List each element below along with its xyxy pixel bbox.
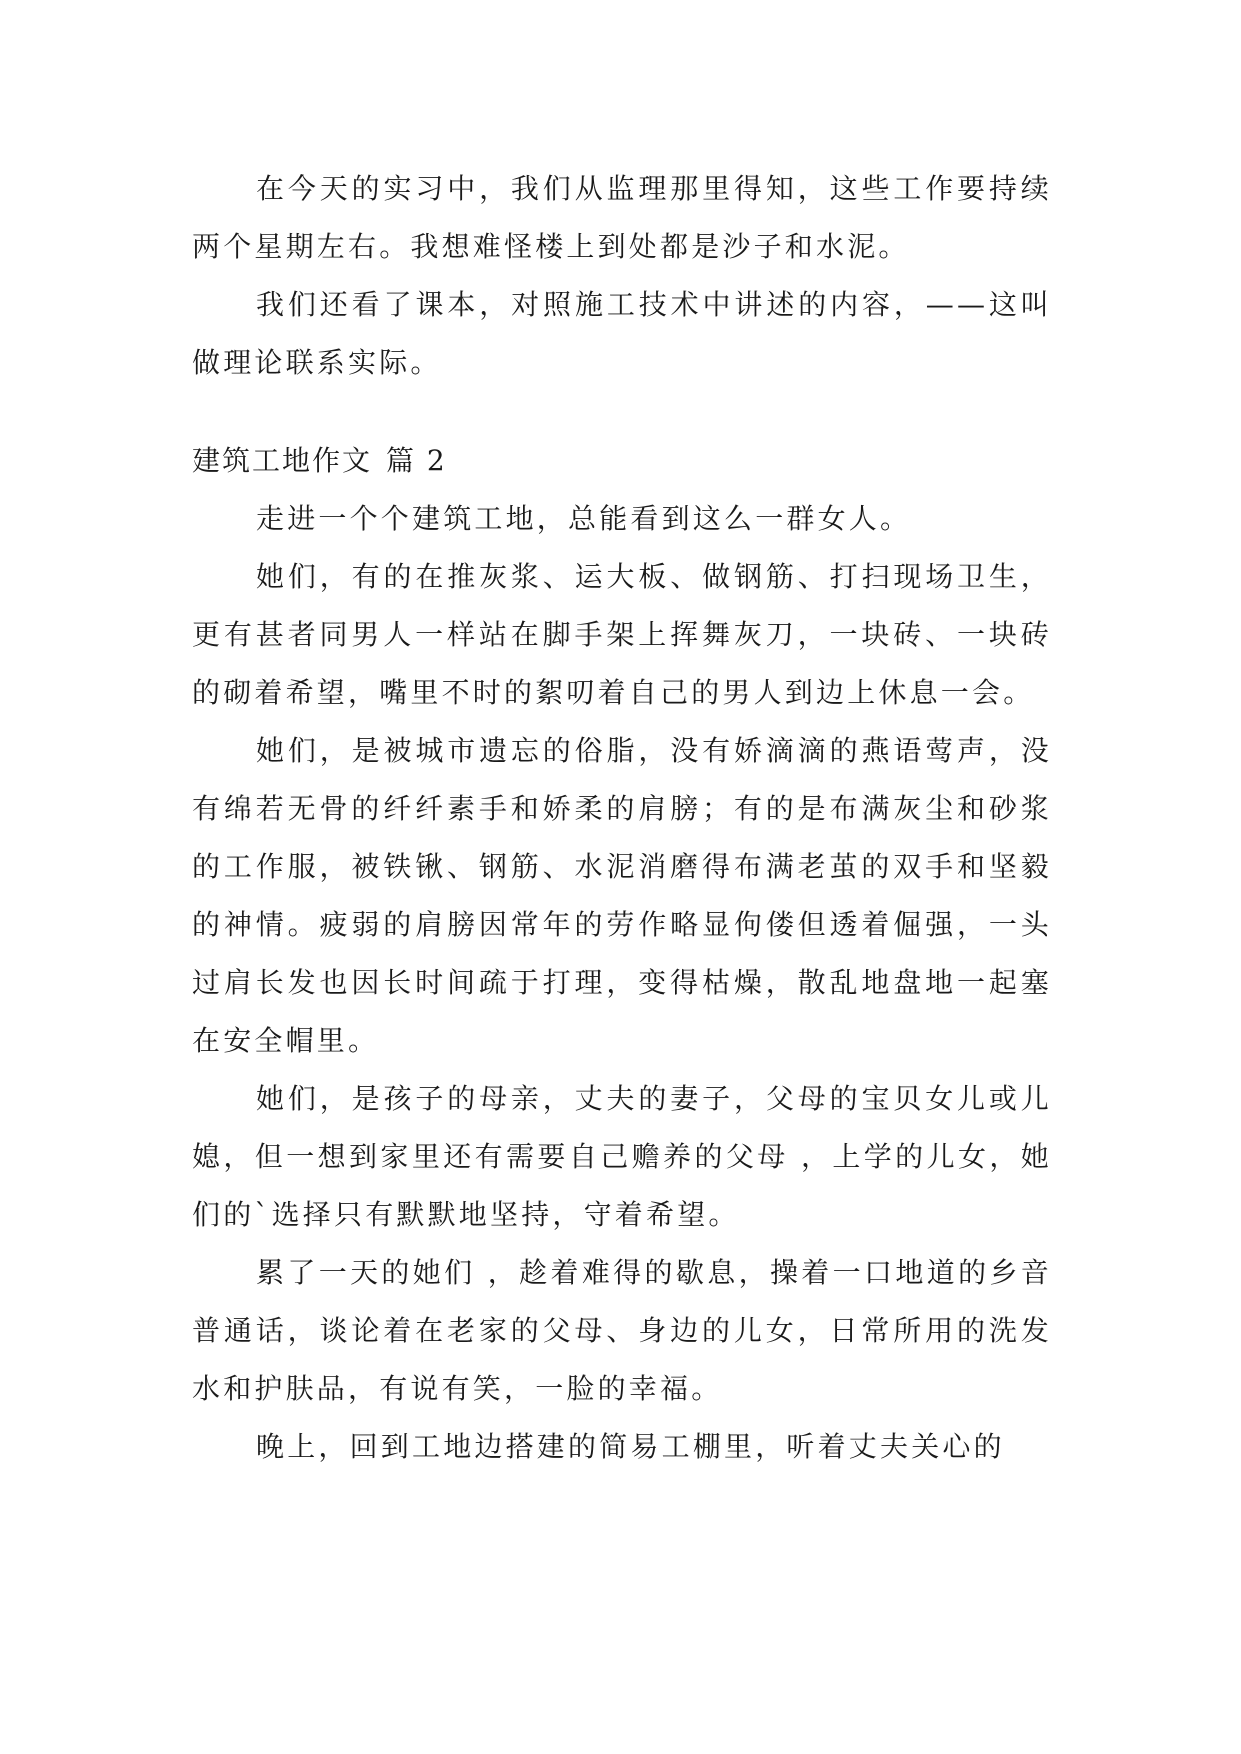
paragraph: 晚上，回到工地边搭建的简易工棚里，听着丈夫关心的 [256,1430,1005,1463]
paragraph: 走进一个个建筑工地，总能看到这么一群女人。 [256,502,912,535]
paragraph: 她们，有的在推灰浆、运大板、做钢筋、打扫现场卫生，更有甚者同男人一样站在脚手架上挥舞灰刀，一块砖、一块砖的砌着希望，嘴里不时的絮叨着自己的男人到边上休息一会。 [192,560,1052,709]
document-body [192,160,1052,1476]
section-heading [192,432,1052,490]
paragraph: 在今天的实习中，我们从监理那里得知，这些工作要持续两个星期左右。我想难怪楼上到处都是沙子和水泥。 [192,172,1052,263]
section-number: 篇 2 [386,444,447,477]
paragraph: 她们，是孩子的母亲，丈夫的妻子，父母的宝贝女儿或儿媳，但一想到家里还有需要自己赡养的父母 ，上学的儿女，她们的`选择只有默默地坚持，守着希望。 [192,1082,1052,1231]
paragraph: 累了一天的她们 ，趁着难得的歇息，操着一口地道的乡音普通话，谈论着在老家的父母、身边的儿女，日常所用的洗发水和护肤品，有说有笑，一脸的幸福。 [192,1256,1052,1405]
paragraph: 我们还看了课本，对照施工技术中讲述的内容，——这叫做理论联系实际。 [192,288,1052,379]
paragraph: 她们，是被城市遗忘的俗脂，没有娇滴滴的燕语莺声，没有绵若无骨的纤纤素手和娇柔的肩膀；有的是布满灰尘和砂浆的工作服，被铁锹、钢筋、水泥消磨得布满老茧的双手和坚毅的神情。疲弱的肩膀因常年的劳作略显佝偻但透着倔强，一头过肩长发也因长时间疏于打理，变得枯燥，散乱地盘地一起塞在安全帽里。 [192,734,1052,1057]
section-title: 建筑工地作文 [192,444,373,477]
